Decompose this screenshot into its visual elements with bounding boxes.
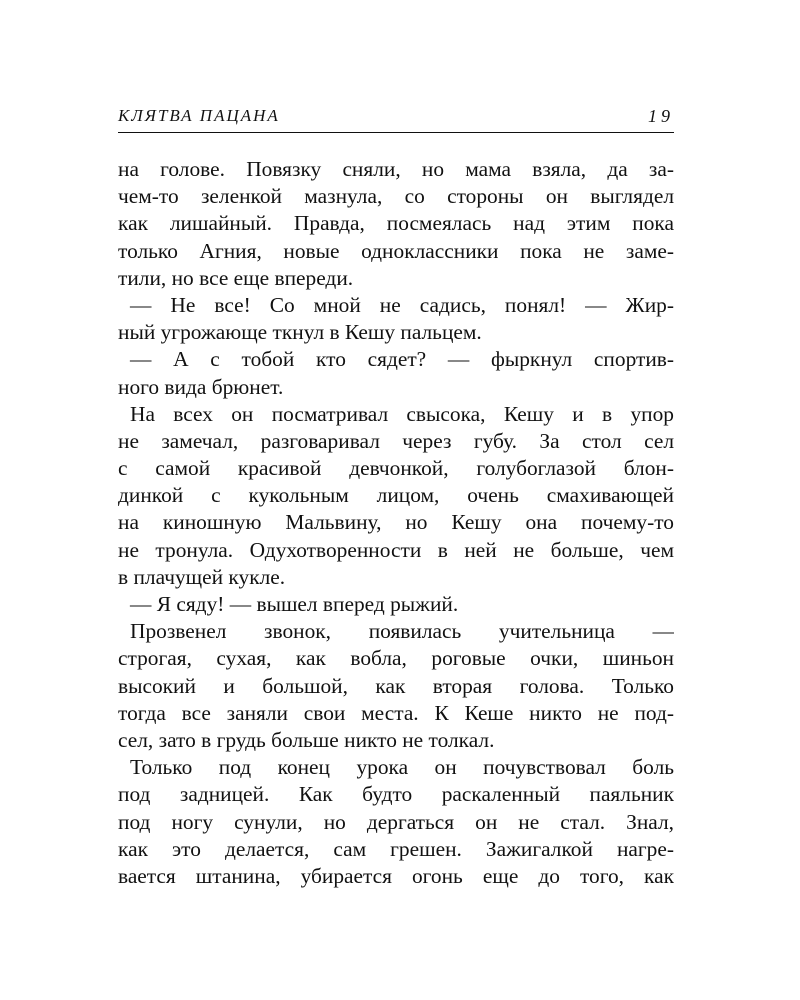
- text-line: — Я сяду! — вышел вперед рыжий.: [130, 592, 459, 616]
- text-line: как лишайный. Правда, посмеялась над этим пока: [118, 211, 674, 236]
- page-number: 19: [648, 106, 674, 126]
- text-line: чем-то зеленкой мазнула, со стороны он выглядел: [118, 184, 674, 209]
- text-line: высокий и большой, как вторая голова. Только: [118, 673, 674, 698]
- text-line: не тронула. Одухотворенности в ней не больше, чем: [118, 537, 674, 562]
- text-line: на голове. Повязку сняли, но мама взяла, да за-: [118, 157, 674, 181]
- text-line: под задницей. Как будто раскаленный паяльник: [118, 782, 674, 807]
- text-line: ный угрожающе ткнул в Кешу пальцем.: [118, 320, 482, 345]
- text-line: только Агния, новые одноклассники пока не заме-: [118, 238, 674, 263]
- running-title: КЛЯТВА ПАЦАНА: [118, 106, 280, 125]
- running-header: [118, 104, 674, 133]
- text-line: как это делается, сам грешен. Зажигалкой нагре-: [118, 836, 674, 861]
- text-line: тили, но все еще впереди.: [118, 265, 354, 290]
- text-line: не замечал, разговаривал через губу. За стол сел: [118, 428, 674, 453]
- text-line: в плачущей кукле.: [118, 564, 286, 589]
- text-line: Только под конец урока он почувствовал боль: [130, 755, 674, 780]
- text-line: сел, зато в грудь больше никто не толкал.: [118, 727, 495, 752]
- text-line: — А с тобой кто сядет? — фыркнул спортив-: [130, 347, 674, 372]
- text-line: с самой красивой девчонкой, голубоглазой блон-: [118, 456, 674, 481]
- text-line: На всех он посматривал свысока, Кешу и в упор: [130, 401, 674, 426]
- text-line: Прозвенел звонок, появилась учительница —: [130, 619, 674, 644]
- text-line: строгая, сухая, как вобла, роговые очки, шиньон: [118, 646, 674, 671]
- text-line: на киношную Мальвину, но Кешу она почему-то: [118, 510, 674, 535]
- text-line: ного вида брюнет.: [118, 374, 284, 399]
- body-text: [118, 156, 674, 890]
- text-line: тогда все заняли свои места. К Кеше никто не под-: [118, 700, 674, 725]
- text-line: — Не все! Со мной не садись, понял! — Жир-: [130, 292, 674, 317]
- text-line: под ногу сунули, но дергаться он не стал. Знал,: [118, 809, 674, 834]
- text-line: вается штанина, убирается огонь еще до того, как: [118, 863, 674, 888]
- text-line: динкой с кукольным лицом, очень смахивающей: [118, 483, 674, 508]
